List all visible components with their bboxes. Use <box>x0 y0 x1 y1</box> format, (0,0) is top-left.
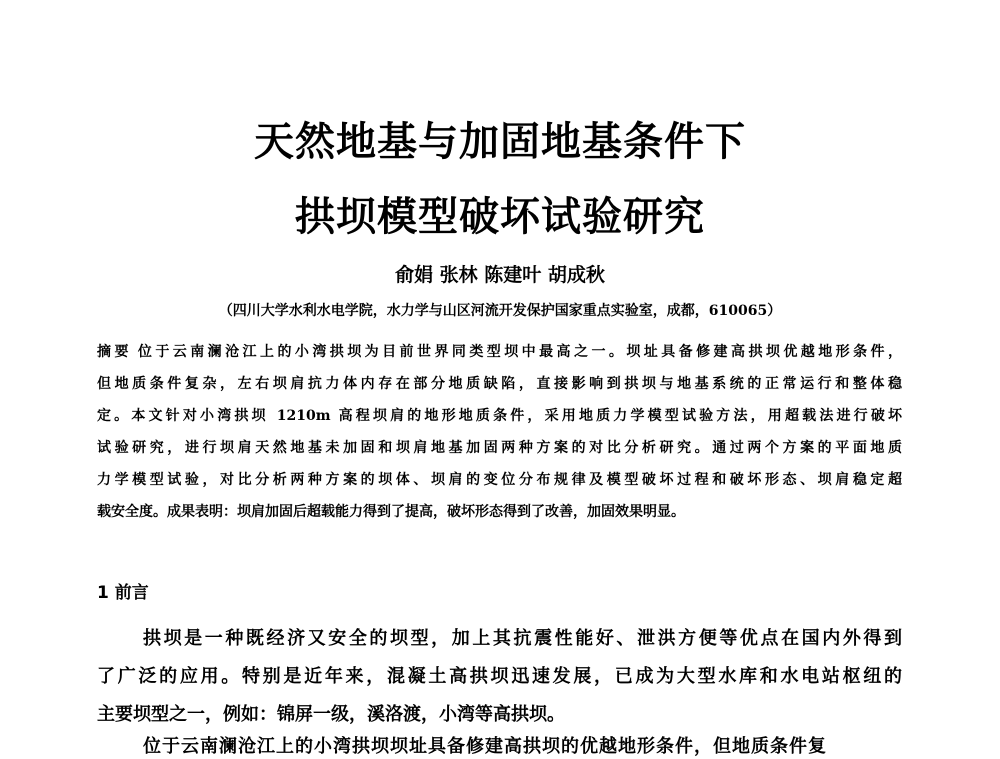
author-list: 俞娟 张林 陈建叶 胡成秋 <box>395 264 605 286</box>
introduction-paragraph <box>97 620 902 734</box>
paragraph-line: 了广泛的应用。特别是近年来，混凝土高拱坝迅速发展，已成为大型水库和水电站枢纽的 <box>97 666 902 687</box>
affiliation: （四川大学水利水电学院，水力学与山区河流开发保护国家重点实验室，成都，610065） <box>218 303 782 319</box>
cutoff-paragraph-line <box>97 735 902 757</box>
paper-title-line-2: 拱坝模型破坏试验研究 <box>295 194 705 240</box>
section-heading-introduction: 1 前言 <box>97 583 149 603</box>
abstract-line: 力学模型试验，对比分析两种方案的坝体、坝肩的变位分布规律及模型破坏过程和破坏形态、坝肩稳定超 <box>97 472 902 488</box>
abstract-line: 定。本文针对小湾拱坝 1210m 高程坝肩的地形地质条件，采用地质力学模型试验方法，用超载法进行破坏 <box>97 408 902 424</box>
abstract-label: 摘要 <box>97 344 132 360</box>
abstract-block <box>97 336 902 528</box>
paper-title-line-1: 天然地基与加固地基条件下 <box>254 119 746 165</box>
abstract-line: 试验研究，进行坝肩天然地基未加固和坝肩地基加固两种方案的对比分析研究。通过两个方案的平面地质 <box>97 440 902 456</box>
paragraph-line: 拱坝是一种既经济又安全的坝型，加上其抗震性能好、泄洪方便等优点在国内外得到 <box>143 628 902 649</box>
abstract-line-text: 位于云南澜沧江上的小湾拱坝为目前世界同类型坝中最高之一。坝址具备修建高拱坝优越地形条件， <box>137 344 902 360</box>
abstract-line: 载安全度。成果表明：坝肩加固后超载能力得到了提高，破坏形态得到了改善，加固效果明显。 <box>97 504 685 520</box>
paragraph-line-partial: 位于云南澜沧江上的小湾拱坝坝址具备修建高拱坝的优越地形条件，但地质条件复 <box>143 736 827 757</box>
abstract-line: 但地质条件复杂，左右坝肩抗力体内存在部分地质缺陷，直接影响到拱坝与地基系统的正常运行和整体稳 <box>97 376 902 392</box>
paragraph-line: 主要坝型之一，例如：锦屏一级，溪洛渡，小湾等高拱坝。 <box>97 704 565 725</box>
abstract-line <box>97 336 902 368</box>
